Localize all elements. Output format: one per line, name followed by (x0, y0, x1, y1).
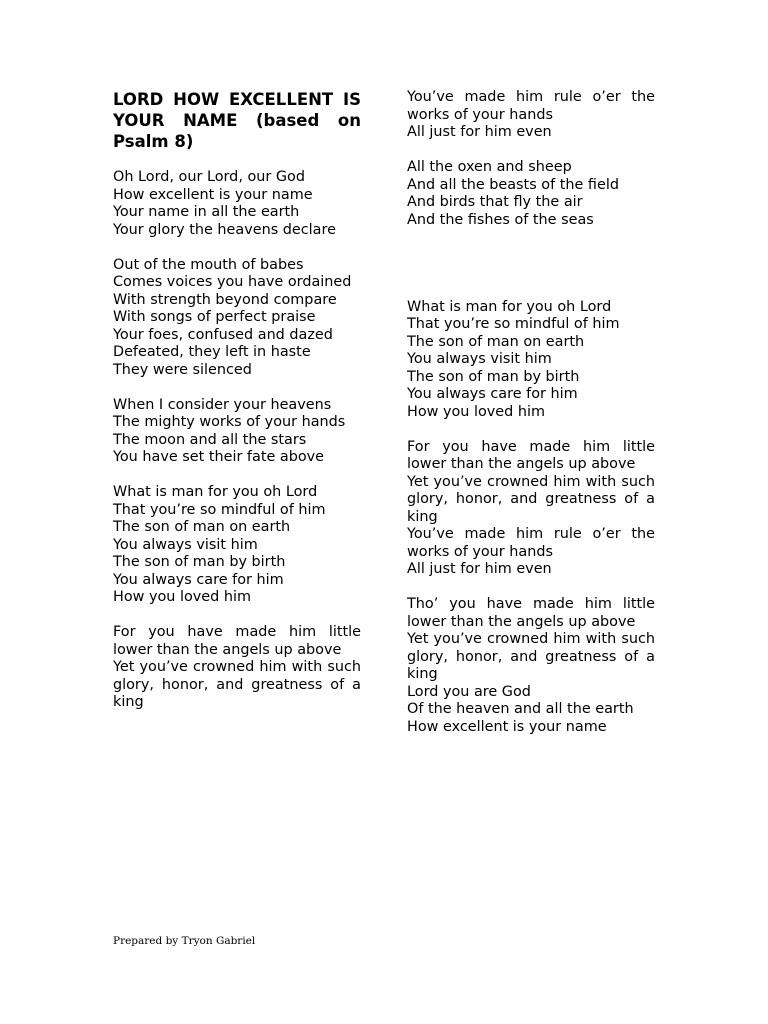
lyric-line: And birds that fly the air (407, 194, 583, 210)
lyric-line: What is man for you oh Lord (407, 298, 612, 315)
right-column-gap (407, 247, 655, 299)
lyric-line: All just for him even (407, 124, 552, 140)
lyric-line: Your glory the heavens declare (113, 221, 336, 238)
lyric-line: The son of man by birth (407, 368, 580, 385)
lyric-line: Lord you are God (407, 683, 531, 700)
footer-credit: Prepared by Tryon Gabriel (113, 935, 256, 947)
lyric-line: You’ve made him rule o’er the works of your hands (407, 526, 655, 560)
lyric-line: And the fishes of the seas (407, 211, 594, 228)
lyric-line: How you loved him (113, 589, 252, 605)
lyric-line: The moon and all the stars (113, 431, 307, 448)
lyric-line: Your name in all the earth (113, 204, 300, 220)
lyric-line: Defeated, they left in haste (113, 344, 311, 360)
lyric-line: For you have made him little lower than the angels up above (407, 438, 655, 472)
lyric-line: What is man for you oh Lord (113, 484, 318, 500)
lyric-line: You always visit him (407, 351, 552, 367)
stanza (113, 624, 361, 712)
stanza (407, 89, 655, 142)
lyric-line: Out of the mouth of babes (113, 256, 304, 273)
stanza (407, 439, 655, 579)
lyric-line: How you loved him (407, 403, 546, 420)
lyric-line: You always care for him (113, 571, 284, 588)
stanza (113, 257, 361, 380)
right-lyrics-bottom (407, 299, 655, 737)
lyric-line: All the oxen and sheep (407, 159, 572, 175)
left-lyrics (113, 169, 361, 712)
lyric-line: You always visit him (113, 536, 258, 553)
lyric-line: With strength beyond compare (113, 291, 337, 308)
lyric-line: All just for him even (407, 561, 552, 577)
stanza (113, 397, 361, 467)
stanza (407, 299, 655, 422)
lyric-line: The son of man on earth (113, 519, 291, 535)
lyric-line: When I consider your heavens (113, 396, 332, 413)
stanza (113, 169, 361, 239)
left-column (113, 89, 361, 729)
lyric-line: That you’re so mindful of him (113, 501, 326, 518)
lyric-line: Your foes, confused and dazed (113, 326, 333, 343)
lyric-line: That you’re so mindful of him (407, 316, 620, 332)
lyric-line: With songs of perfect praise (113, 309, 316, 325)
lyric-line: Yet you’ve crowned him with such glory, honor, and greatness of a king (113, 659, 361, 710)
lyric-line: The son of man by birth (113, 554, 286, 570)
lyric-line: How excellent is your name (113, 186, 313, 203)
lyric-line: They were silenced (113, 361, 252, 378)
lyric-line: And all the beasts of the field (407, 176, 619, 193)
lyric-line: The son of man on earth (407, 333, 585, 350)
lyric-line: You’ve made him rule o’er the works of your hands (407, 89, 655, 123)
lyric-line: You have set their fate above (113, 449, 325, 465)
lyric-line: Yet you’ve crowned him with such glory, honor, and greatness of a king (407, 631, 655, 682)
lyric-line: The mighty works of your hands (113, 414, 346, 430)
lyric-line: Of the heaven and all the earth (407, 701, 634, 717)
stanza (407, 159, 655, 229)
lyric-line: Yet you’ve crowned him with such glory, honor, and greatness of a king (407, 473, 655, 525)
lyric-line: For you have made him little lower than the angels up above (113, 624, 361, 658)
lyric-line: Oh Lord, our Lord, our God (113, 169, 305, 185)
song-title: LORD HOW EXCELLENT IS YOUR NAME (based on Psalm 8) (113, 90, 361, 151)
lyric-line: You always care for him (407, 386, 578, 402)
right-column (407, 89, 655, 754)
lyric-line: Comes voices you have ordained (113, 274, 352, 290)
lyric-line: How excellent is your name (407, 718, 607, 735)
right-lyrics-top (407, 89, 655, 229)
lyric-line: Tho’ you have made him little lower than the angels up above (407, 596, 655, 630)
stanza (113, 484, 361, 607)
stanza (407, 596, 655, 736)
